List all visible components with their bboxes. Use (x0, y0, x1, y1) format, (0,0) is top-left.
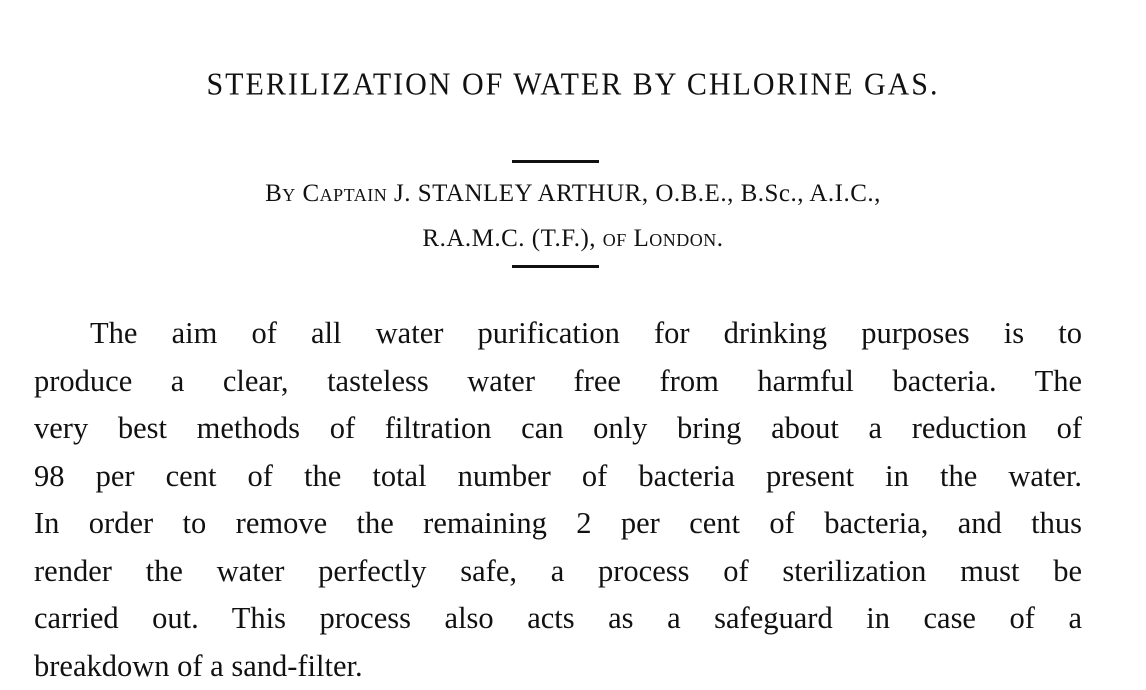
author-name-credentials: J. STANLEY ARTHUR, O.B.E., B.Sc., A.I.C., (394, 180, 881, 207)
byline-line-1 (0, 180, 1146, 208)
paragraph-line: very best methods of filtration can only bring about a reduction of (34, 405, 1082, 453)
paragraph-line: carried out. This process also acts as a safeguard in case of a (34, 595, 1082, 643)
author-location: of London. (603, 225, 724, 252)
paragraph-line: breakdown of a sand-filter. (34, 643, 1082, 690)
byline-divider (512, 265, 599, 268)
title-divider (512, 160, 599, 163)
paragraph-line: render the water perfectly safe, a process of sterilization must be (34, 548, 1082, 596)
author-corps: R.A.M.C. (T.F.), (422, 225, 596, 252)
paragraph-line: produce a clear, tasteless water free from harmful bacteria. The (34, 358, 1082, 406)
paragraph-line: 98 per cent of the total number of bacteria present in the water. (34, 453, 1082, 501)
paragraph-line: In order to remove the remaining 2 per cent of bacteria, and thus (34, 500, 1082, 548)
byline-line-2 (0, 225, 1146, 253)
article-title: STERILIZATION OF WATER BY CHLORINE GAS. (0, 67, 1146, 103)
paragraph-line: The aim of all water purification for drinking purposes is to (34, 310, 1082, 358)
byline-prefix: By Captain (265, 180, 387, 207)
body-paragraph (34, 310, 1082, 690)
